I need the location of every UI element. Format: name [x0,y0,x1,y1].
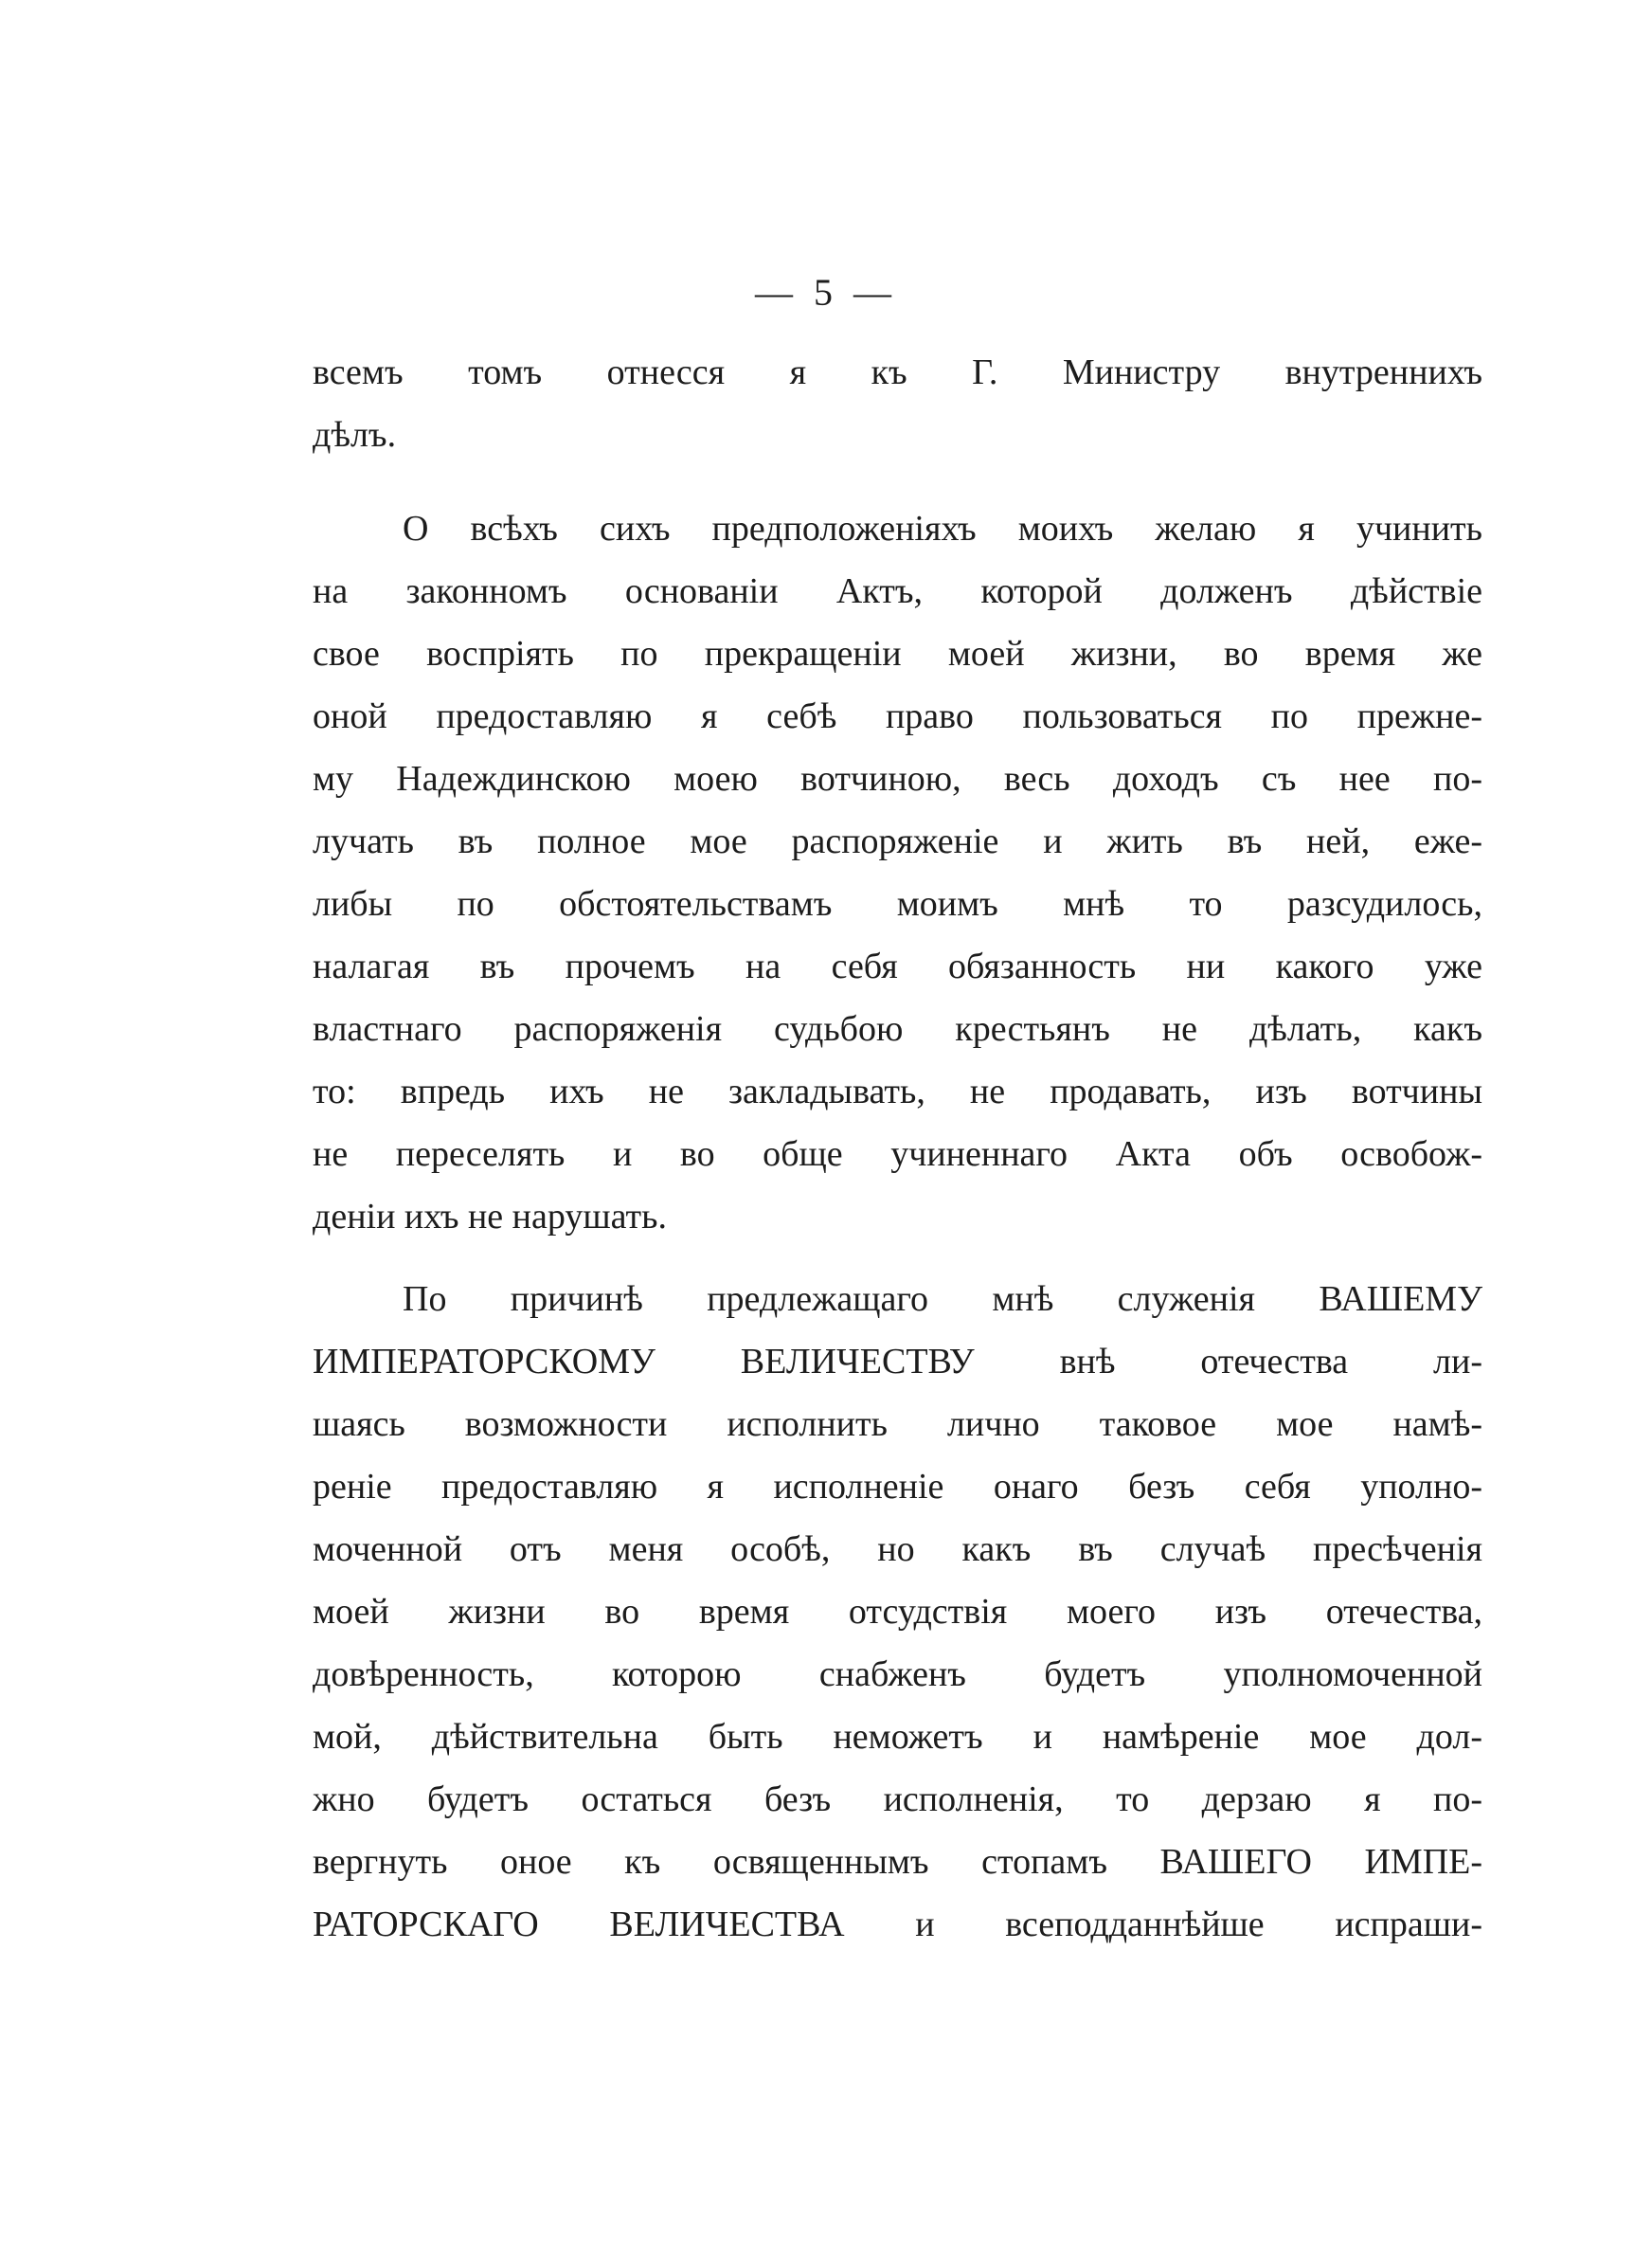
text-line: моей жизни во время отсудствія моего изъ отечества, [313,1592,1482,1632]
text-line: свое воспріять по прекращеніи моей жизни, во время же [313,634,1482,674]
text-line: моченной отъ меня особѣ, но какъ въ случаѣ пресѣченія [313,1529,1482,1569]
text-line: на законномъ основаніи Актъ, которой долженъ дѣйствіе [313,571,1482,611]
text-line: налагая въ прочемъ на себя обязанность ни какого уже [313,947,1482,986]
paragraph-2 [313,497,1482,1248]
paragraph-3 [313,1268,1482,1956]
text-line: довѣренность, которою снабженъ будетъ уполномоченной [313,1654,1482,1694]
text-line: РАТОРСКАГО ВЕЛИЧЕСТВА и всеподданнѣйше испраши- [313,1905,1482,1944]
text-line: всемъ томъ отнесся я къ Г. Министру внутреннихъ [313,352,1482,392]
text-line: жно будетъ остаться безъ исполненія, то дерзаю я по- [313,1779,1482,1819]
text-line: не переселять и во обще учиненнаго Акта объ освобож- [313,1134,1482,1174]
text-line: шаясь возможности исполнить лично таковое мое намѣ- [313,1404,1482,1444]
text-line: властнаго распоряженія судьбою крестьянъ не дѣлать, какъ [313,1009,1482,1049]
text-line: дѣлъ. [313,415,397,455]
text-line: оной предоставляю я себѣ право пользоваться по прежне- [313,696,1482,736]
text-line: вергнуть оное къ освященнымъ стопамъ ВАШЕГО ИМПЕ- [313,1842,1482,1882]
text-line: либы по обстоятельствамъ моимъ мнѣ то разсудилось, [313,884,1482,924]
text-line: мой, дѣйствительна быть неможетъ и намѣреніе мое дол- [313,1717,1482,1757]
paragraph-1 [313,341,1482,466]
text-line: деніи ихъ не нарушать. [313,1197,667,1237]
text-line: ИМПЕРАТОРСКОМУ ВЕЛИЧЕСТВУ внѣ отечества ли- [313,1342,1482,1381]
text-line: О всѣхъ сихъ предположеніяхъ моихъ желаю я учинить [403,509,1482,549]
text-line: му Надеждинскою моею вотчиною, весь доходъ съ нее по- [313,759,1482,799]
text-line: реніе предоставляю я исполненіе онаго безъ себя уполно- [313,1467,1482,1507]
text-line: По причинѣ предлежащаго мнѣ служенія ВАШЕМУ [403,1279,1482,1319]
page-number: — 5 — [755,271,897,314]
text-line: лучать въ полное мое распоряженіе и жить въ ней, еже- [313,822,1482,861]
text-line: то: впредь ихъ не закладывать, не продавать, изъ вотчины [313,1072,1482,1111]
